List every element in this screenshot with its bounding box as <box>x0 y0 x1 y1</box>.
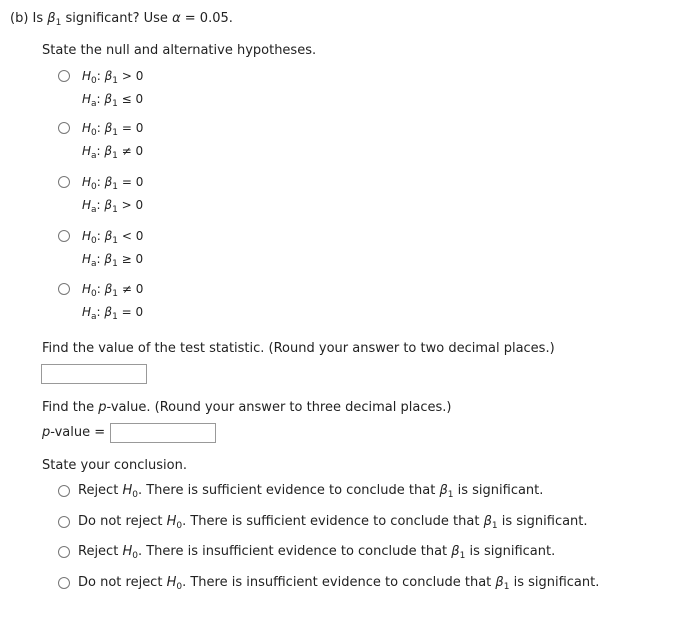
h0-line: $H_0$: $\beta_1 \ne 0$ <box>82 282 144 299</box>
h0-operator: = 0 <box>121 121 144 135</box>
ha-line: $H_a$: $\beta_1 = 0$ <box>82 305 144 322</box>
h0-operator: < 0 <box>121 229 144 243</box>
question-prefix: Is <box>32 11 44 26</box>
hypotheses-prompt: State the null and alternative hypotheses. <box>42 43 317 58</box>
h0-line: $H_0$: $\beta_1 = 0$ <box>82 121 144 138</box>
h0-line: $H_0$: $\beta_1 < 0$ <box>82 229 144 246</box>
conclusion-radio[interactable] <box>58 485 70 497</box>
conclusion-radio[interactable] <box>58 546 70 558</box>
ha-operator: = 0 <box>121 305 144 319</box>
h0-operator: = 0 <box>121 175 144 189</box>
hypothesis-radio[interactable] <box>58 176 70 188</box>
conclusion-radio[interactable] <box>58 516 70 528</box>
conclusion-radio[interactable] <box>58 577 70 589</box>
test-statistic-prompt: Find the value of the test statistic. (Round your answer to two decimal places.) <box>42 341 555 356</box>
ha-line: $H_a$: $\beta_1 \le 0$ <box>82 92 144 109</box>
part-label: (b) <box>10 11 29 26</box>
conclusion-prompt: State your conclusion. <box>42 458 187 473</box>
conclusion-text: Reject $H_0$. There is sufficient evidence to conclude that $\beta_1$ is significant. <box>78 483 544 500</box>
beta-subscript: 1 <box>55 18 62 28</box>
h0-line: $H_0$: $\beta_1 > 0$ <box>82 69 144 86</box>
ha-operator: ≠ 0 <box>121 144 144 158</box>
ha-operator: ≥ 0 <box>121 252 144 266</box>
p-value-label: p-value = <box>42 425 106 440</box>
h0-operator: ≠ 0 <box>121 282 144 296</box>
p-value-prompt: Find the p-value. (Round your answer to three decimal places.) <box>42 400 452 415</box>
test-statistic-input[interactable] <box>41 364 147 384</box>
ha-line: $H_a$: $\beta_1 > 0$ <box>82 198 144 215</box>
ha-line: $H_a$: $\beta_1 \ge 0$ <box>82 252 144 269</box>
hypothesis-radio[interactable] <box>58 122 70 134</box>
hypothesis-radio[interactable] <box>58 230 70 242</box>
ha-operator: ≤ 0 <box>121 92 144 106</box>
beta-symbol: β <box>47 11 56 26</box>
question-suffix: significant? Use <box>65 11 168 26</box>
question-header <box>10 11 233 28</box>
h0-operator: > 0 <box>121 69 144 83</box>
ha-operator: > 0 <box>121 198 144 212</box>
alpha-symbol: α <box>172 11 181 26</box>
conclusion-text: Reject $H_0$. There is insufficient evidence to conclude that $\beta_1$ is significant. <box>78 544 556 561</box>
p-value-input[interactable] <box>110 423 216 443</box>
h0-line: $H_0$: $\beta_1 = 0$ <box>82 175 144 192</box>
conclusion-text: Do not reject $H_0$. There is insufficient evidence to conclude that $\beta_1$ is significant. <box>78 575 600 592</box>
ha-line: $H_a$: $\beta_1 \ne 0$ <box>82 144 144 161</box>
hypothesis-radio[interactable] <box>58 70 70 82</box>
hypothesis-radio[interactable] <box>58 283 70 295</box>
alpha-value: = 0.05. <box>184 11 233 26</box>
conclusion-text: Do not reject $H_0$. There is sufficient evidence to conclude that $\beta_1$ is significant. <box>78 514 588 531</box>
